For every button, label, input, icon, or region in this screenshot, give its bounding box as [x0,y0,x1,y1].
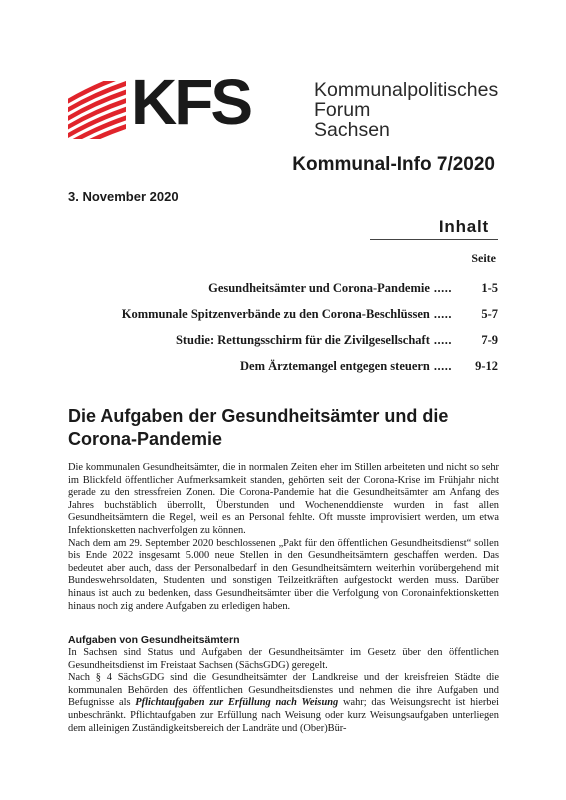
paragraph: Die kommunalen Gesundheitsämter, die in normalen Zeiten eher im Stillen arbeiteten und nicht so sehr im Blickfeld öffentlicher Aufmerksamkeit standen, gehörten seit der Corona-Krise im Frühjahr nicht gerade zu den stressfreien Zonen. Die Corona-Pandemie hat die Gesundheitsämter am Anfang des Jahres buchstäblich überrollt, Überstunden und Wochenenddienste wurden in fast allen Gesundheitsämtern die Regel, weil es an Personal fehlte. Oft musste improvisiert werden, um etwa Infektionsketten nachverfolgen zu können. [68,462,499,536]
toc-entry[interactable] [176,333,498,349]
logo-stripes-icon [68,81,126,139]
logo-wordmark: KFS [131,66,250,138]
issue-date: 3. November 2020 [68,189,179,204]
toc-entry-title: Studie: Rettungsschirm für die Zivilgesellschaft [175,333,430,347]
paragraph: In Sachsen sind Status und Aufgaben der Gesundheitsämter im Gesetz über den öffentlichen Gesundheitsdienst im Freistaat Sachsen (SächsGDG) geregelt. [68,647,499,671]
toc-entry-pages: 9-12 [475,359,498,373]
paragraph-text: wahr; das Weisungsrecht ist hierbei unbeschränkt. Pflichtaufgaben zur Erfüllung nach Weisung oder kurz Weisungsaufgaben unterliegen dem alleinigen Zuständigkeitsbereich der Landräte und (Ober)Bür- [68,697,499,734]
article-title [68,405,508,451]
toc-entry[interactable] [240,359,498,375]
section-subheading: Aufgaben von Gesundheitsämtern [68,634,240,646]
toc-leader: ..... [433,359,452,373]
toc-entry[interactable] [208,281,498,297]
article-body-intro [68,462,499,613]
toc-entry-title: Kommunale Spitzenverbände zu den Corona-Beschlüssen [121,307,430,321]
paragraph [68,672,499,735]
toc-entry-pages: 7-9 [481,333,498,347]
paragraph: Nach dem am 29. September 2020 beschlossenen „Pakt für den öffentlichen Gesundheitsdienst“ sollen bis Ende 2022 insgesamt 5.000 neue Stellen in den Gesundheitsämtern geschaffen werden. Das bedeutet aber auch, dass der Personalbedarf in den Gesundheitsämtern weiterhin vorübergehend mit Bundeswehrsoldaten, Studenten und sonstigen Teilzeitkräften aufgestockt werden muss. Darüber hinaus ist auch zu bedenken, dass Gesundheitsämter über die Verfolgung von Coronainfektionsketten hinaus noch zig andere Aufgaben zu erledigen haben. [68,537,499,612]
article-body-section [68,647,499,735]
toc-entry-title: Dem Ärztemangel entgegen steuern [240,359,430,373]
toc-page-header: Seite [471,251,496,265]
toc-leader: ..... [433,307,452,321]
toc-divider [370,239,498,240]
toc-leader: ..... [433,333,452,347]
toc-heading: Inhalt [438,217,489,236]
logo-line: Forum [314,99,371,121]
toc-entry-pages: 1-5 [481,281,498,295]
issue-title: Kommunal-Info 7/2020 [292,154,495,175]
logo-stripe [68,114,126,139]
emphasis-text: Pflichtaufgaben zur Erfüllung nach Weisung [135,697,339,709]
logo-line: Kommunalpolitisches [314,79,499,101]
toc-entry-title: Gesundheitsämter und Corona-Pandemie [208,281,430,295]
article-title-line: Die Aufgaben der Gesundheitsämter und die [68,406,449,426]
paragraph-text: Nach § 4 SächsGDG sind die Gesundheitsämter der Landkreise und der kreisfreien Städte die kommunalen Behörden des öffentlichen Gesundheitsdienstes und nehmen die ihre Aufgaben und Befugnisse als [68,672,499,709]
article-title-line: Corona-Pandemie [68,429,223,449]
toc-entry[interactable] [122,307,498,323]
logo-organization-name [314,80,498,140]
toc-leader: ..... [433,281,452,295]
toc-entry-pages: 5-7 [481,307,498,321]
logo-line: Sachsen [314,119,390,141]
